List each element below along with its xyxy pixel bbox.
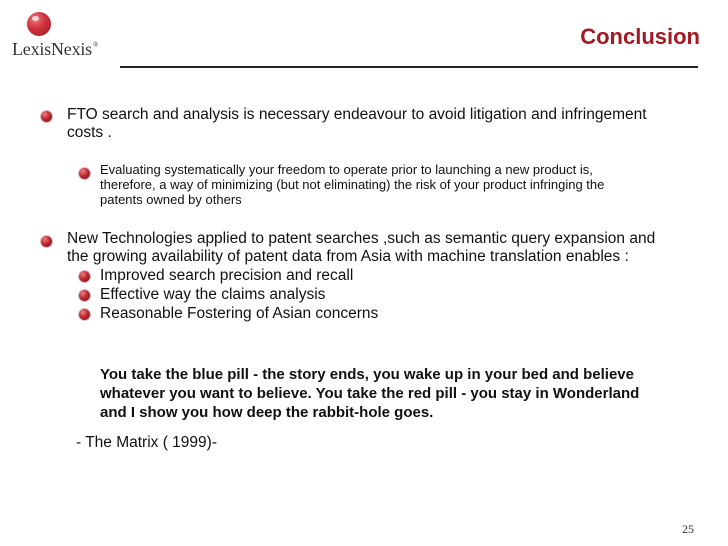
sub-bullet-2-2: Effective way the claims analysis bbox=[100, 286, 326, 303]
slide-title: Conclusion bbox=[580, 24, 700, 49]
sub-bullet-1-1-line-1: Evaluating systematically your freedom to operate prior to launching a new product is, bbox=[100, 162, 593, 177]
sub-bullet-icon bbox=[79, 168, 90, 179]
bullet-2-line-2: the growing availability of patent data from Asia with machine translation enables : bbox=[67, 248, 629, 265]
sub-bullet-1-1-line-3: patents owned by others bbox=[100, 192, 242, 207]
sub-bullet-icon bbox=[79, 309, 90, 320]
logo-text: LexisNexis® bbox=[12, 39, 99, 59]
bullet-1-line-2: costs . bbox=[67, 124, 112, 141]
lexisnexis-logo-icon bbox=[27, 12, 51, 36]
quote-line-2: whatever you want to believe. You take the red pill - you stay in Wonderland bbox=[100, 385, 640, 402]
quote-attribution: - The Matrix ( 1999)- bbox=[76, 434, 217, 451]
page-number: 25 bbox=[682, 522, 694, 536]
quote-line-1: You take the blue pill - the story ends, you wake up in your bed and believe bbox=[100, 366, 634, 383]
bullet-icon bbox=[41, 111, 52, 122]
sub-bullet-2-3: Reasonable Fostering of Asian concerns bbox=[100, 305, 379, 322]
bullet-2-line-1: New Technologies applied to patent searches ,such as semantic query expansion and bbox=[67, 230, 656, 247]
sub-bullet-1-1-line-2: therefore, a way of minimizing (but not eliminating) the risk of your product infringing the bbox=[100, 177, 605, 192]
sub-bullet-icon bbox=[79, 271, 90, 282]
quote-line-3: and I show you how deep the rabbit-hole goes. bbox=[100, 404, 434, 421]
bullet-1-line-1: FTO search and analysis is necessary endeavour to avoid litigation and infringement bbox=[67, 106, 647, 123]
sub-bullet-2-1: Improved search precision and recall bbox=[100, 267, 354, 284]
sub-bullet-icon bbox=[79, 290, 90, 301]
bullet-icon bbox=[41, 236, 52, 247]
registered-mark: ® bbox=[93, 41, 99, 49]
title-divider bbox=[120, 66, 698, 68]
